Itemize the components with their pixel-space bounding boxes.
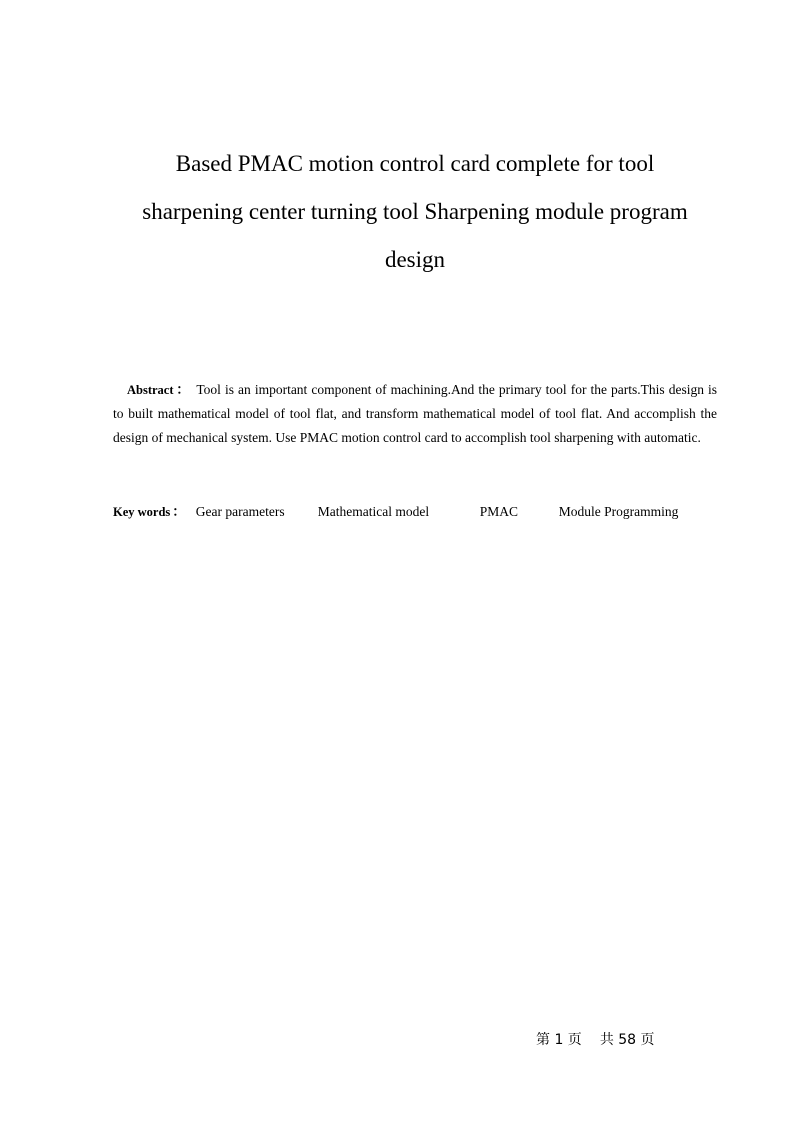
page-footer	[536, 1030, 655, 1050]
title-line-3: design	[384, 247, 446, 272]
keyword-item: Module Programming	[558, 504, 679, 519]
page-number: 第 1 页	[536, 1032, 582, 1048]
keyword-item: PMAC	[479, 504, 519, 519]
keywords-label: Key words	[113, 505, 171, 519]
keyword-item: Gear parameters	[195, 504, 285, 519]
keyword-item: Mathematical model	[317, 504, 430, 519]
abstract-label: Abstract	[127, 383, 174, 397]
abstract-text: Tool is an important component of machining.And the primary tool for the parts.This design is to built mathematical model of tool flat, and transform mathematical model of tool flat. And accomplish the design of mechanical system. Use PMAC motion control card to accomplish tool sharpening with automatic.	[113, 382, 718, 445]
abstract-paragraph	[113, 378, 717, 450]
document-title	[100, 140, 730, 284]
keywords-separator: ：	[172, 504, 186, 519]
abstract-separator: ：	[175, 382, 191, 397]
title-line-2: sharpening center turning tool Sharpening module program	[142, 199, 688, 224]
page-total: 共 58 页	[599, 1032, 655, 1048]
title-line-1: Based PMAC motion control card complete for tool	[175, 151, 655, 176]
keywords-line	[113, 500, 717, 524]
